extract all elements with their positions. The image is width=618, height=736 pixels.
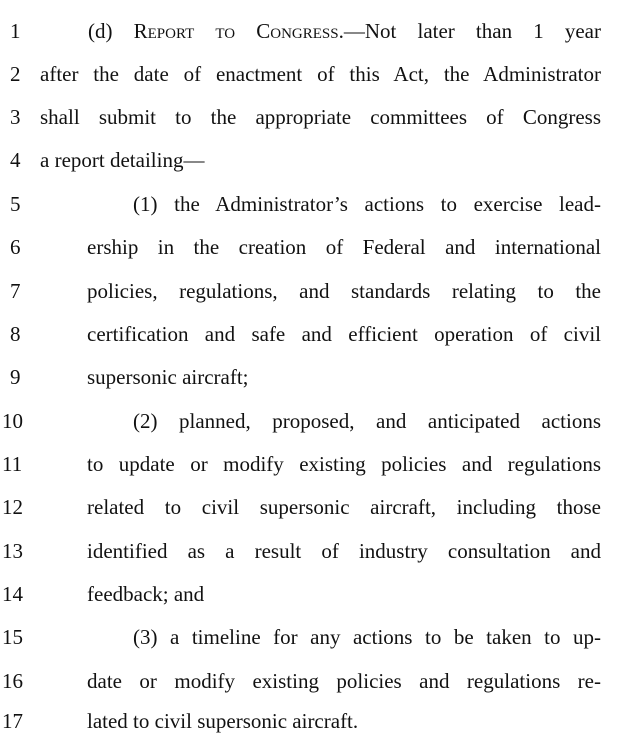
line-number: 5	[10, 192, 21, 216]
line-number: 13	[2, 539, 23, 563]
line-number: 15	[2, 625, 23, 649]
line-number: 16	[2, 669, 23, 693]
bill-line	[0, 622, 618, 652]
bill-line	[0, 102, 618, 132]
line-number: 11	[2, 452, 23, 476]
bill-line	[0, 536, 618, 566]
line-text: (1) the Administrator’s actions to exercise lead-	[133, 192, 601, 216]
bill-line	[0, 362, 618, 392]
line-number: 4	[10, 148, 21, 172]
line-number: 17	[2, 709, 23, 733]
line-number: 8	[10, 322, 21, 346]
bill-line	[0, 666, 618, 696]
line-text: a report detailing—	[40, 148, 205, 172]
line-text: ership in the creation of Federal and international	[87, 235, 601, 259]
line-number: 7	[10, 279, 21, 303]
bill-line	[0, 579, 618, 609]
line-number: 2	[10, 62, 21, 86]
line-text	[88, 16, 601, 46]
line-number: 12	[2, 495, 23, 519]
heading-smallcaps: Report to Congress	[133, 19, 339, 43]
line-text: lated to civil supersonic aircraft.	[87, 709, 359, 733]
bill-line	[0, 706, 618, 736]
line-text: feedback; and	[87, 582, 205, 606]
line-text: shall submit to the appropriate committees of Congress	[40, 105, 601, 129]
bill-line	[0, 449, 618, 479]
bill-line	[0, 189, 618, 219]
bill-line	[0, 406, 618, 436]
line-text: identified as a result of industry consultation and	[87, 539, 601, 563]
text-segment: .—Not later than 1 year	[338, 19, 601, 43]
line-number: 10	[2, 409, 23, 433]
line-number: 14	[2, 582, 23, 606]
line-number: 1	[10, 19, 21, 43]
bill-line	[0, 319, 618, 349]
text-segment: (d)	[88, 19, 134, 43]
line-number: 9	[10, 365, 21, 389]
bill-line	[0, 232, 618, 262]
line-text: after the date of enactment of this Act, the Administrator	[40, 62, 601, 86]
line-number: 6	[10, 235, 21, 259]
line-text: date or modify existing policies and regulations re-	[87, 669, 601, 693]
bill-line	[0, 145, 618, 175]
line-text: related to civil supersonic aircraft, including those	[87, 495, 601, 519]
line-text: certification and safe and efficient operation of civil	[87, 322, 601, 346]
line-number: 3	[10, 105, 21, 129]
bill-line	[0, 16, 618, 46]
bill-line	[0, 59, 618, 89]
line-text: (2) planned, proposed, and anticipated actions	[133, 409, 601, 433]
line-text: to update or modify existing policies and regulations	[87, 452, 601, 476]
bill-line	[0, 492, 618, 522]
bill-line	[0, 276, 618, 306]
line-text: supersonic aircraft;	[87, 365, 249, 389]
line-text: (3) a timeline for any actions to be taken to up-	[133, 625, 601, 649]
line-text: policies, regulations, and standards relating to the	[87, 279, 601, 303]
